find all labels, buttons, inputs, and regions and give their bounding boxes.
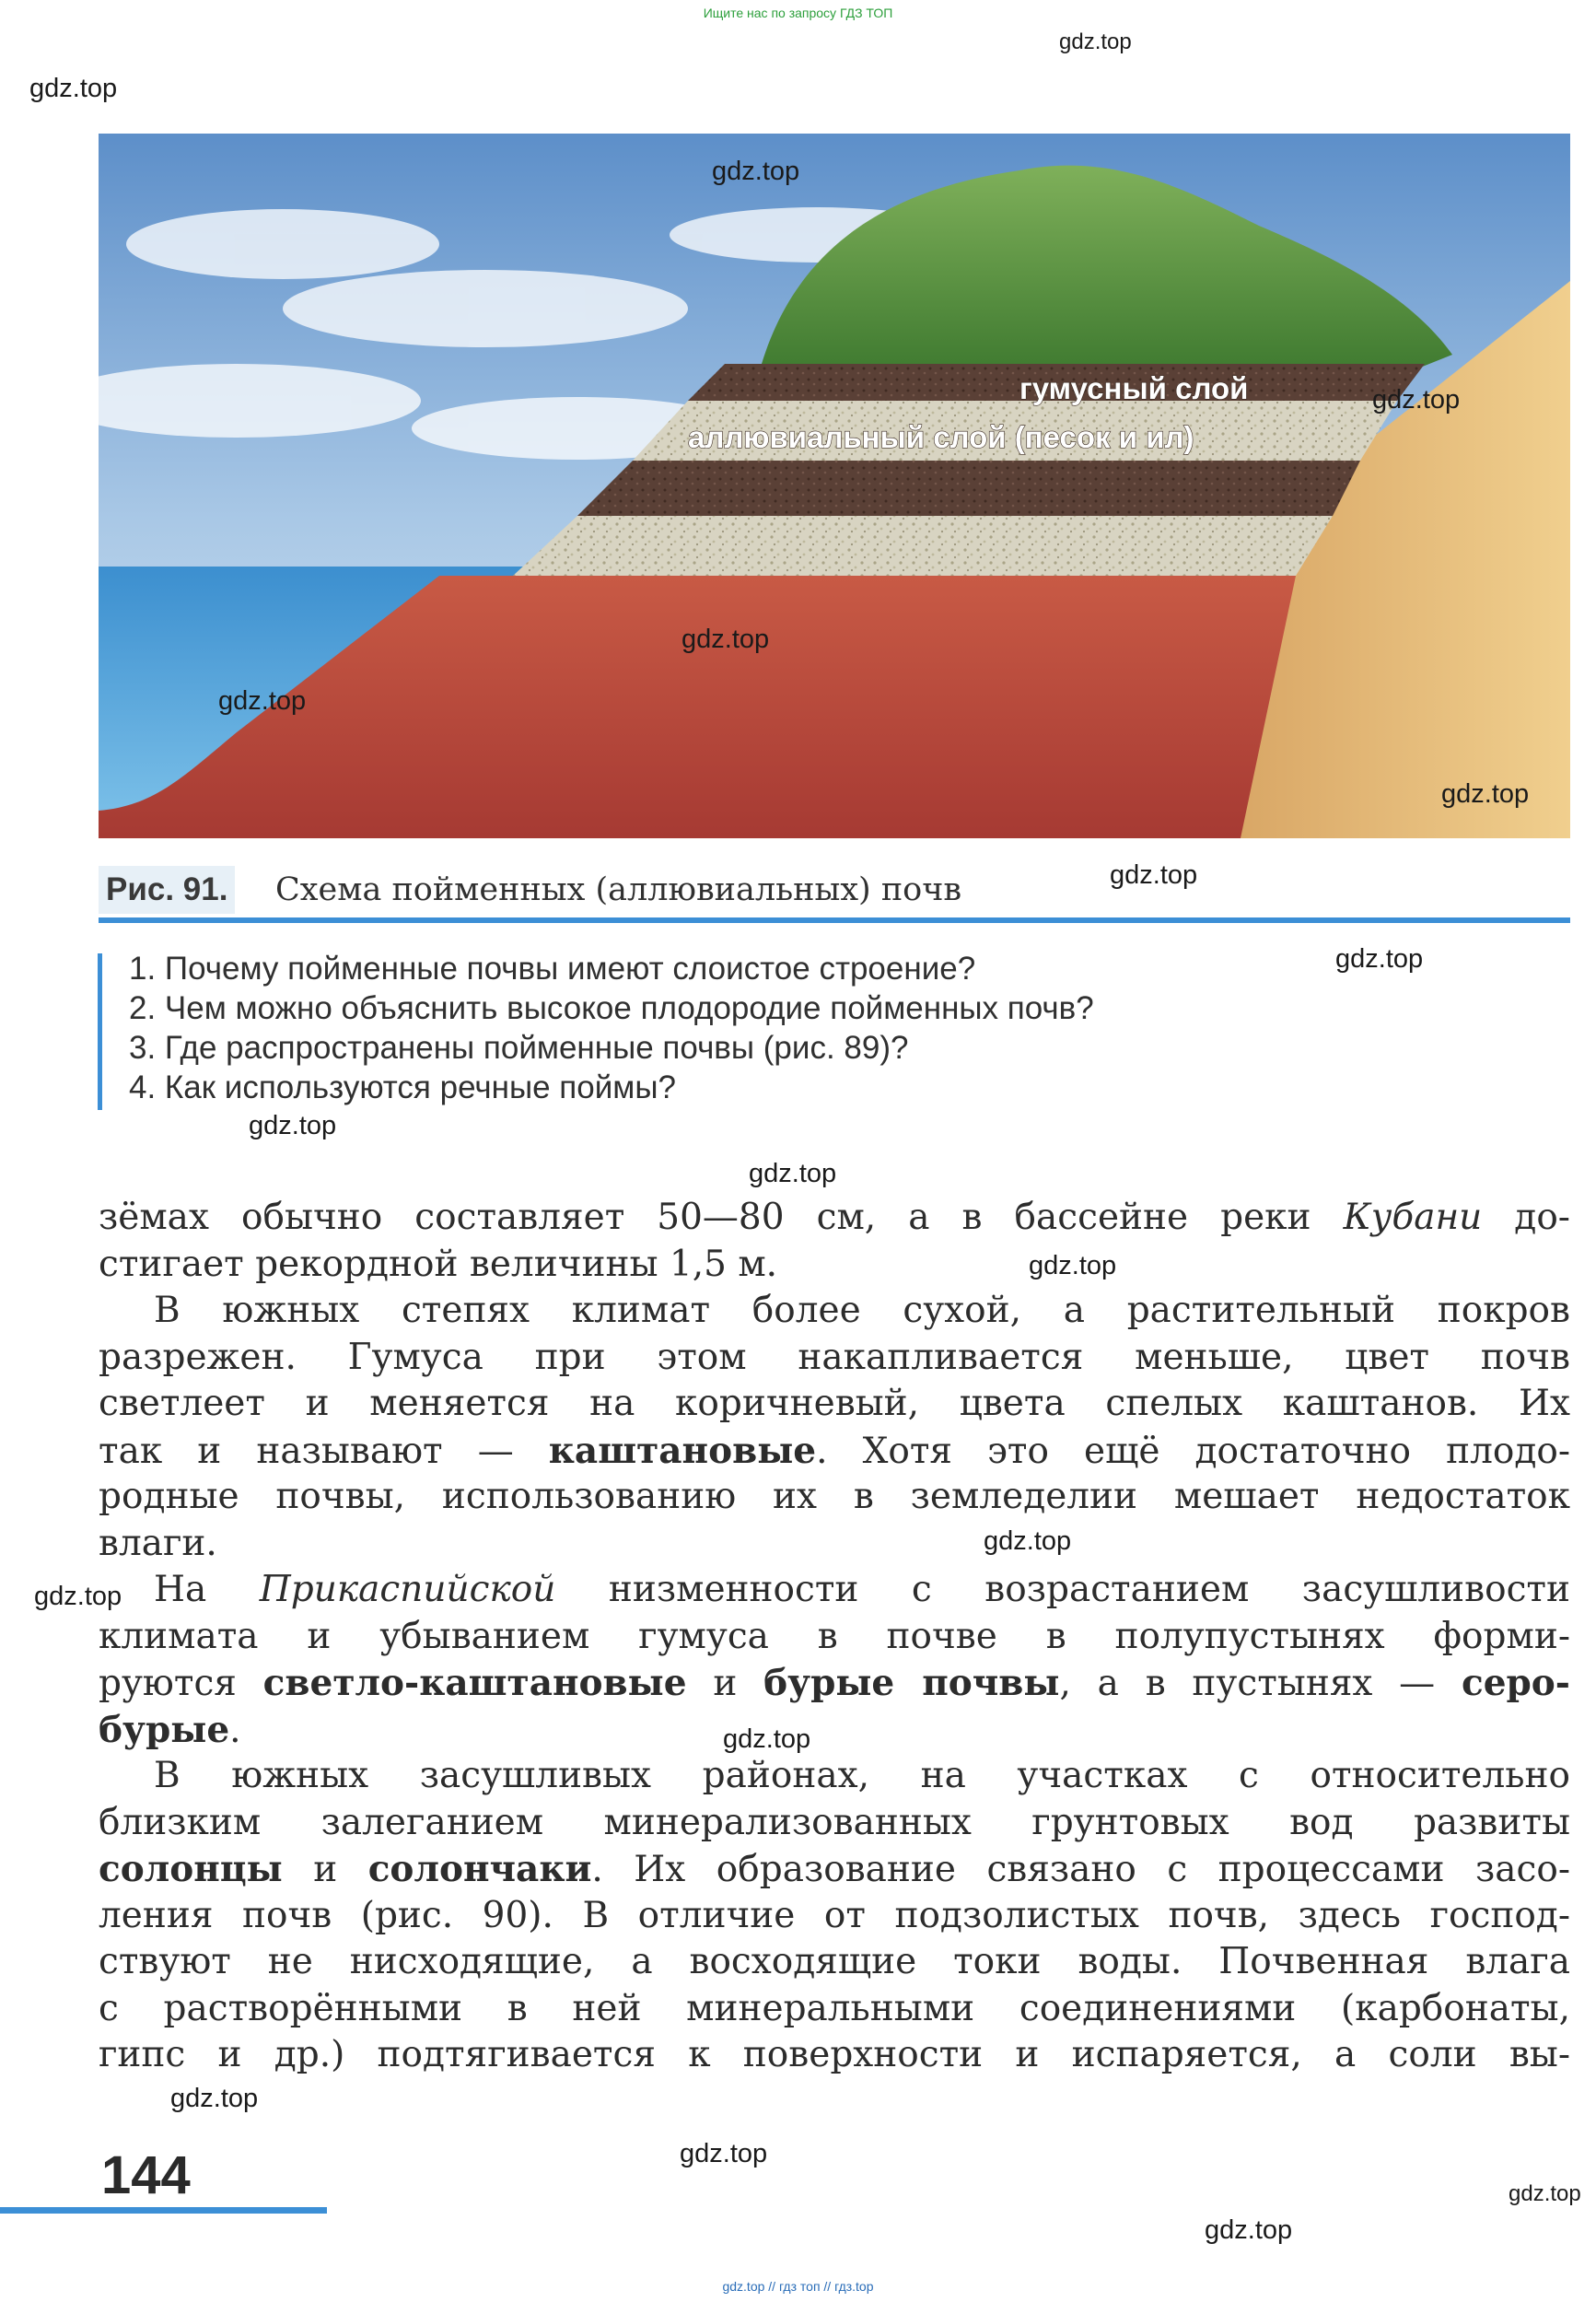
humus-layer-label: гумусный слой <box>1019 371 1249 405</box>
watermark: gdz.top <box>170 2084 259 2113</box>
text-line: На Прикаспийской низменности с возрастанием засушливости <box>154 1569 1570 1610</box>
text-line: ствуют не нисходящие, а восходящие токи воды. Почвенная влага <box>99 1941 1570 1982</box>
page-number: 144 <box>101 2145 191 2205</box>
watermark: gdz.top <box>1509 2181 1581 2206</box>
watermark: gdz.top <box>984 1526 1072 1556</box>
dark-layer-2 <box>577 461 1360 516</box>
questions-accent-bar <box>98 953 102 1110</box>
text-line: влаги. <box>99 1522 217 1564</box>
figure-number: Рис. 91. <box>99 866 235 914</box>
text-line: так и называют — каштановые. Хотя это ещё достаточно плодо- <box>99 1429 1570 1472</box>
text-line: гипс и др.) подтягивается к поверхности и испаряется, а соли вы- <box>99 2034 1570 2075</box>
text-line: бурые. <box>99 1708 241 1751</box>
question-item: 4. Как используются речные поймы? <box>129 1069 676 1105</box>
watermark: gdz.top <box>249 1111 337 1140</box>
caption-divider <box>99 917 1570 923</box>
page-number-rule <box>0 2207 327 2214</box>
question-item: 1. Почему пойменные почвы имеют слоистое строение? <box>129 951 976 987</box>
watermark: gdz.top <box>1029 1251 1117 1280</box>
top-promo-text: Ищите нас по запросу ГДЗ ТОП <box>703 6 893 20</box>
bottom-banner: gdz.top // гдз топ // гдз.top <box>722 2279 874 2294</box>
text-line: солонцы и солончаки. Их образование связано с процессами засо- <box>99 1848 1570 1890</box>
questions-list <box>129 949 1510 1107</box>
watermark: gdz.top <box>34 1582 122 1611</box>
watermark: gdz.top <box>749 1159 837 1188</box>
watermark: gdz.top <box>712 157 800 186</box>
text-line: близким залеганием минерализованных грунтовых вод развиты <box>99 1801 1570 1843</box>
alluvial-layer-2 <box>513 516 1333 576</box>
question-item: 2. Чем можно объяснить высокое плодородие пойменных почв? <box>129 990 1094 1026</box>
text-line: зёмах обычно составляет 50—80 см, а в бассейне реки Кубани до- <box>99 1197 1570 1238</box>
watermark: gdz.top <box>1441 779 1530 809</box>
text-line: с растворёнными в ней минеральными соединениями (карбонаты, <box>99 1987 1570 2029</box>
watermark: gdz.top <box>1335 944 1424 974</box>
watermark: gdz.top <box>1372 385 1461 415</box>
watermark: gdz.top <box>680 2139 768 2168</box>
figure-caption-text: Схема пойменных (аллювиальных) почв <box>275 871 962 908</box>
watermark: gdz.top <box>1205 2215 1293 2245</box>
watermark: gdz.top <box>218 686 307 716</box>
watermark: gdz.top <box>723 1724 811 1754</box>
text-line: разрежен. Гумуса при этом накапливается меньше, цвет почв <box>99 1336 1570 1378</box>
question-item: 3. Где распространены пойменные почвы (рис. 89)? <box>129 1030 909 1066</box>
watermark: gdz.top <box>682 625 770 654</box>
figure-caption <box>99 866 1570 917</box>
watermark: gdz.top <box>29 74 118 103</box>
text-line: родные почвы, использованию их в земледелии мешает недостаток <box>99 1476 1570 1517</box>
text-line: В южных степях климат более сухой, а растительный покров <box>154 1290 1570 1331</box>
body-text <box>99 1195 1570 2079</box>
text-line: климата и убыванием гумуса в почве в полупустынях форми- <box>99 1615 1570 1657</box>
alluvial-layer-label: аллювиальный слой (песок и ил) <box>688 420 1194 454</box>
watermark: gdz.top <box>1059 29 1132 54</box>
text-line: стигает рекордной величины 1,5 м. <box>99 1243 778 1285</box>
text-line: В южных засушливых районах, на участках с относительно <box>154 1755 1570 1796</box>
text-line: руются светло-каштановые и бурые почвы, а в пустынях — серо- <box>99 1662 1570 1704</box>
text-line: светлеет и меняется на коричневый, цвета спелых каштанов. Их <box>99 1383 1570 1424</box>
floodplain-soil-diagram <box>99 134 1570 838</box>
watermark: gdz.top <box>1110 860 1198 890</box>
text-line: ления почв (рис. 90). В отличие от подзолистых почв, здесь господ- <box>99 1894 1570 1936</box>
figure-floodplain-soil <box>99 134 1570 838</box>
